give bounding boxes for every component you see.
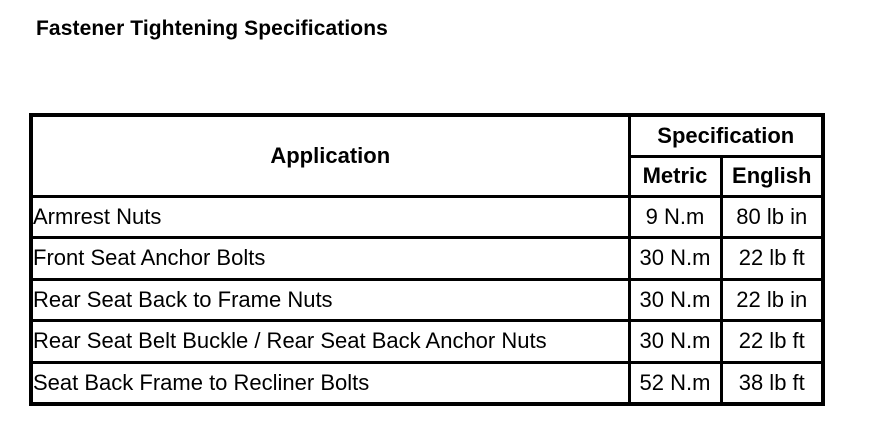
table-row	[31, 196, 823, 238]
fastener-spec-table	[29, 113, 825, 406]
english-cell: 38 lb ft	[721, 362, 823, 404]
application-cell: Rear Seat Back to Frame Nuts	[31, 279, 629, 321]
application-cell: Front Seat Anchor Bolts	[31, 238, 629, 280]
table-row	[31, 238, 823, 280]
application-cell: Rear Seat Belt Buckle / Rear Seat Back Anchor Nuts	[31, 321, 629, 363]
metric-cell: 30 N.m	[629, 279, 721, 321]
header-metric: Metric	[629, 156, 721, 196]
english-cell: 22 lb in	[721, 279, 823, 321]
page-title: Fastener Tightening Specifications	[36, 17, 388, 40]
header-specification: Specification	[629, 115, 823, 156]
metric-cell: 30 N.m	[629, 238, 721, 280]
table-row	[31, 321, 823, 363]
metric-cell: 30 N.m	[629, 321, 721, 363]
application-cell: Seat Back Frame to Recliner Bolts	[31, 362, 629, 404]
header-english: English	[721, 156, 823, 196]
table-row	[31, 279, 823, 321]
metric-cell: 9 N.m	[629, 196, 721, 238]
metric-cell: 52 N.m	[629, 362, 721, 404]
header-application: Application	[31, 115, 629, 196]
application-cell: Armrest Nuts	[31, 196, 629, 238]
table-row	[31, 362, 823, 404]
english-cell: 80 lb in	[721, 196, 823, 238]
english-cell: 22 lb ft	[721, 321, 823, 363]
english-cell: 22 lb ft	[721, 238, 823, 280]
